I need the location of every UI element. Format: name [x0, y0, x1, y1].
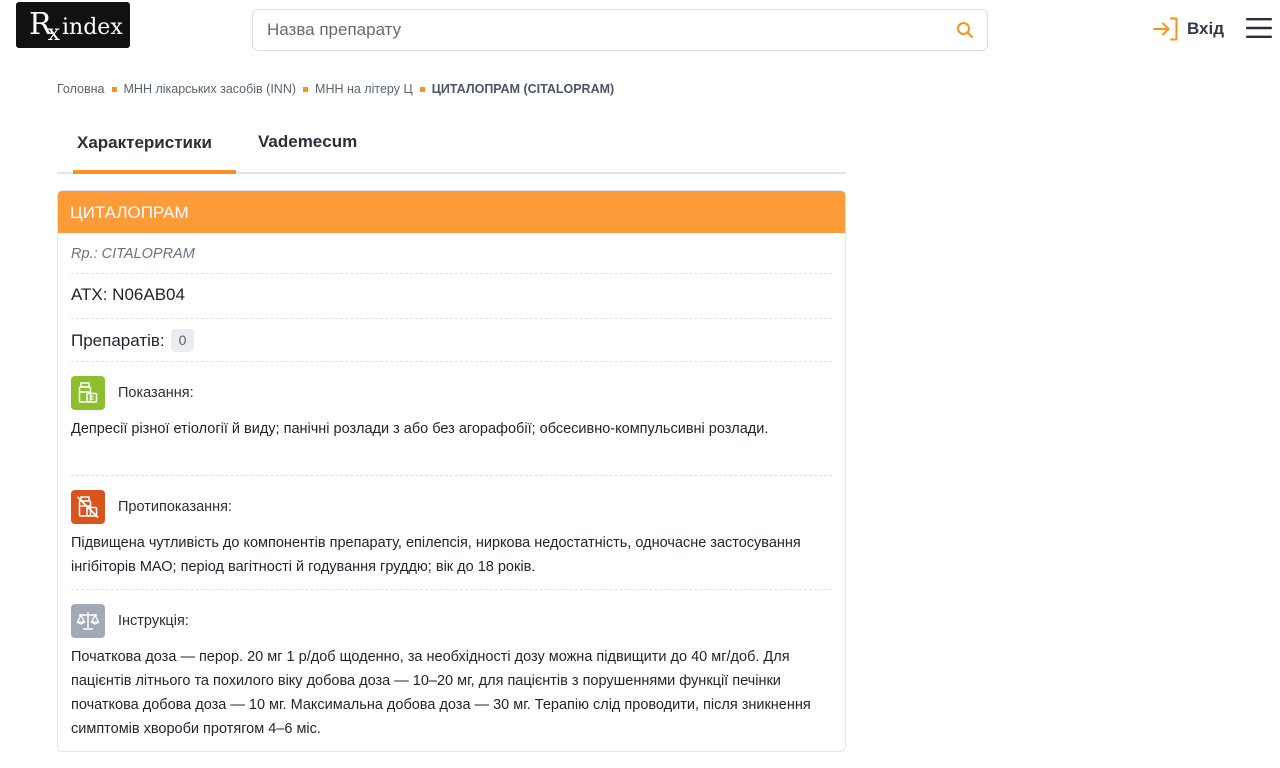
indications-section — [71, 362, 832, 476]
contraindications-section — [71, 476, 832, 590]
breadcrumb-home[interactable]: Головна — [57, 82, 105, 96]
tab-characteristics[interactable] — [65, 132, 229, 173]
atx-code: АТХ: N06AB04 — [71, 274, 832, 319]
tab-label: Характеристики — [77, 133, 212, 152]
section-text: Депресії різної етіології й виду; панічні розлади з або без агорафобії; обсесивно-компульсивні розлади. — [71, 421, 769, 437]
site-header — [0, 0, 1280, 62]
breadcrumb — [57, 82, 614, 96]
indications-icon — [71, 376, 105, 410]
search-input[interactable] — [253, 10, 933, 50]
breadcrumb-separator — [303, 87, 308, 92]
logo-rx-mark: $R_x$ — [29, 7, 61, 46]
active-tab-indicator — [73, 170, 236, 174]
preparations-row — [71, 319, 832, 362]
section-title: Інструкція: — [118, 613, 189, 629]
breadcrumb-separator — [420, 87, 425, 92]
drug-card-body — [58, 233, 845, 741]
tab-label: Vademecum — [258, 132, 358, 151]
rp-line: Rp.: CITALOPRAM — [71, 233, 832, 274]
breadcrumb-letter[interactable]: МНН на літеру Ц — [315, 82, 413, 96]
section-header — [71, 604, 832, 638]
breadcrumb-current: ЦИТАЛОПРАМ (CITALOPRAM) — [431, 82, 615, 96]
section-header — [71, 490, 832, 524]
section-title: Протипоказання: — [118, 499, 233, 515]
section-title: Показання: — [118, 385, 194, 401]
drug-card — [57, 190, 846, 752]
scales-icon — [71, 604, 105, 638]
login-button[interactable] — [1152, 16, 1224, 42]
hamburger-menu-icon[interactable] — [1246, 17, 1272, 39]
search-icon[interactable] — [955, 20, 975, 40]
preparations-label: Препаратів: — [71, 331, 165, 350]
login-label: Вхід — [1187, 19, 1225, 38]
tab-bar — [57, 124, 846, 174]
search-box — [252, 9, 988, 51]
instruction-section — [71, 590, 832, 741]
logo-text: index — [62, 14, 123, 40]
contraindications-icon — [71, 490, 105, 524]
section-header — [71, 376, 832, 410]
preparations-count-badge[interactable]: 0 — [171, 329, 195, 352]
section-text: Початкова доза — перор. 20 мг 1 р/доб щоденно, за необхідності дозу можна підвищити до 40 мг/доб. Для пацієнтів літнього та похилого віку добова доза — 10–20 мг, для пацієнтів з порушеннями функції печінки початкова добова доза — 10 мг. Максимальна добова доза — 30 мг. Терапію слід проводити, після зникнення симптомів хвороби протягом 4–6 міс. — [71, 649, 811, 737]
section-text: Підвищена чутливість до компонентів препарату, епілепсія, ниркова недостатність, одночасне застосування інгібіторів МАО; період вагітності й годування груддю; вік до 18 років. — [71, 535, 801, 575]
rx-index-logo[interactable] — [16, 2, 130, 48]
tab-vademecum[interactable] — [258, 132, 357, 152]
breadcrumb-separator — [112, 87, 117, 92]
breadcrumb-inn[interactable]: МНН лікарських засобів (INN) — [123, 82, 297, 96]
login-icon — [1152, 16, 1180, 42]
drug-card-title: ЦИТАЛОПРАМ — [58, 191, 845, 233]
